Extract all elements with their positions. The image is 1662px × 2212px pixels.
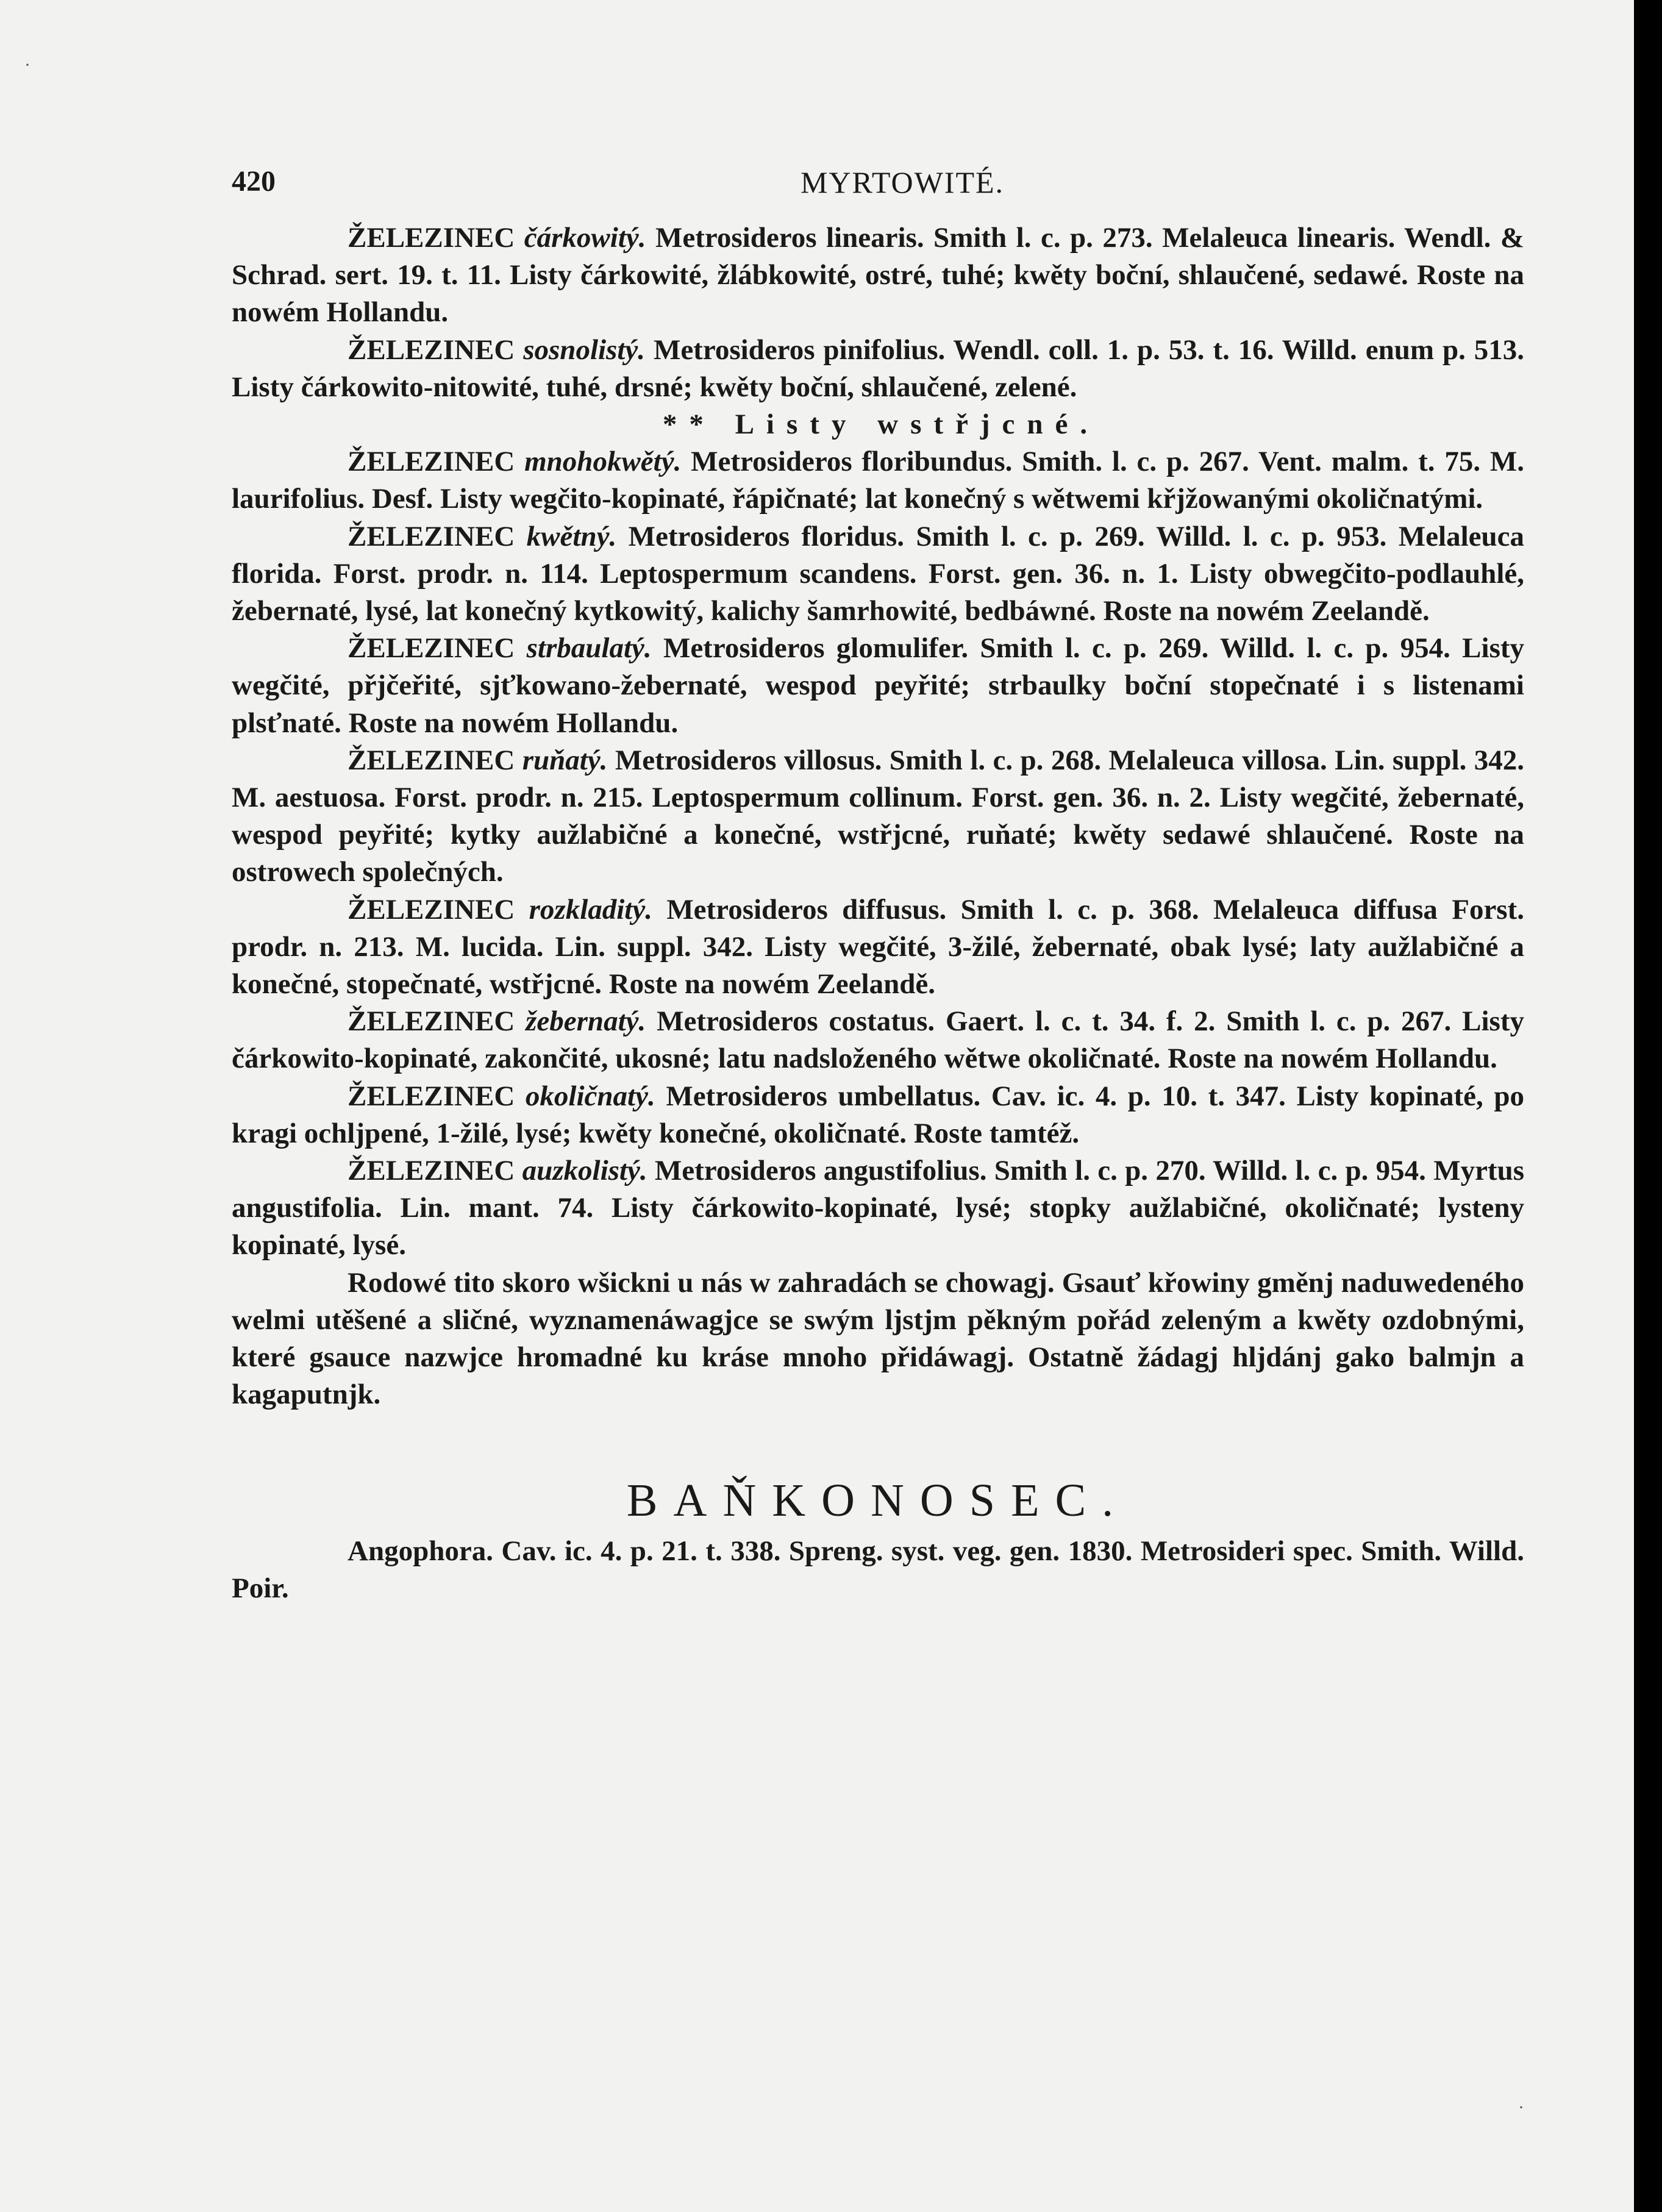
species-epithet: auzkolistý. [522,1155,647,1187]
entries-group-1 [232,219,1524,406]
species-epithet: čárkowitý. [524,222,646,254]
entry-body: Metrosideros angustifolius. Smith l. c. p. 270. Willd. l. c. p. 954. Myrtus angustifolia. Lin. mant. 74. Listy čárkowito-kopinaté, lysé; stopky aužlabičné, okoličnaté; lysteny kopinaté, lysé. [232,1155,1525,1261]
genus-name: ŽELEZINEC [348,446,515,478]
species-entry [232,518,1524,630]
scan-speck: · [1518,2097,1524,2117]
entry-body: Metrosideros costatus. Gaert. l. c. t. 34. f. 2. Smith l. c. p. 267. Listy čárkowito-kopinaté, zakončité, ukosné; latu nadsloženého wětwe okoličnaté. Roste na nowém Hollandu. [232,1005,1524,1075]
genus-heading: BAŇKONOSEC. [626,1474,1130,1526]
genus-name: ŽELEZINEC [348,893,515,926]
genus-name: ŽELEZINEC [348,520,515,552]
genus-name: ŽELEZINEC [348,222,515,254]
running-title: MYRTOWITÉ. [800,165,1005,199]
species-epithet: sosnolistý. [523,334,646,366]
section-heading: ** Listy wstřjcné. [662,409,1100,441]
species-entry [232,219,1524,332]
species-entry [232,332,1524,406]
entry-body: Metrosideros villosus. Smith l. c. p. 268. Melaleuca villosa. Lin. suppl. 342. M. aestuosa. Forst. prodr. n. 215. Leptospermum collinum. Forst. gen. 36. n. 2. Listy wegčité, žebernaté, wespod peyřité; kytky aužlabičné a konečné, wstřjcné, ruňaté; kwěty sedawé shlaučené. Roste na ostrowech společných. [232,744,1525,888]
genus-name: ŽELEZINEC [348,334,515,366]
species-epithet: ruňatý. [522,744,608,776]
genus-name: ŽELEZINEC [348,1155,515,1187]
entries-group-2 [232,443,1524,1264]
genus-name: ŽELEZINEC [348,1005,515,1038]
entry-body: Metrosideros pinifolius. Wendl. coll. 1. p. 53. t. 16. Willd. enum p. 513. Listy čárkowito-nitowité, tuhé, drsné; kwěty boční, shlaučené, zelené. [232,334,1525,403]
species-epithet: mnohokwětý. [524,446,682,478]
species-entry [232,891,1524,1004]
genus-synonymy: Angophora. Cav. ic. 4. p. 21. t. 338. Spreng. syst. veg. gen. 1830. Metrosideri spec. Smith. Willd. Poir. [232,1535,1524,1604]
species-entry [232,1152,1524,1265]
entry-body: Metrosideros umbellatus. Cav. ic. 4. p. 10. t. 347. Listy kopinaté, po kragi ochljpené, 1-žilé, lysé; kwěty konečné, okoličnaté. Roste tamtéž. [232,1080,1524,1149]
species-epithet: okoličnatý. [525,1080,655,1112]
entry-body: Metrosideros glomulifer. Smith l. c. p. 269. Willd. l. c. p. 954. Listy wegčité, přjčeřité, sjťkowano-žebernaté, wespod peyřité; strbaulky boční stopečnaté i s listenami plsťnaté. Roste na nowém Hollandu. [232,632,1525,739]
species-epithet: kwětný. [526,520,617,552]
species-epithet: žebernatý. [526,1005,646,1038]
genus-name: ŽELEZINEC [348,744,515,776]
scan-speck: · [24,55,30,75]
genus-name: ŽELEZINEC [348,1080,515,1112]
species-entry [232,1003,1524,1077]
page-number: 420 [232,165,276,198]
species-entry [232,630,1524,742]
species-entry [232,742,1524,891]
species-epithet: strbaulatý. [526,632,652,665]
entry-body: Metrosideros floribundus. Smith. l. c. p. 267. Vent. malm. t. 75. M. laurifolius. Desf. Listy wegčito-kopinaté, řápičnaté; lat konečný s wětwemi křjžowanými okoličnatými. [232,446,1525,515]
entry-body: Metrosideros linearis. Smith l. c. p. 273. Melaleuca linearis. Wendl. & Schrad. sert. 19. t. 11. Listy čárkowité, žlábkowité, ostré, tuhé; kwěty boční, shlaučené, sedawé. Roste na nowém Hollandu. [232,222,1525,329]
species-epithet: rozkladitý. [529,893,652,926]
genus-name: ŽELEZINEC [348,632,515,665]
running-header [232,165,1524,213]
entry-body: Metrosideros floridus. Smith l. c. p. 269. Willd. l. c. p. 953. Melaleuca florida. Forst. prodr. n. 114. Leptospermum scandens. Forst. gen. 36. n. 1. Listy obwegčito-podlauhlé, žebernaté, lysé, lat konečný kytkowitý, kalichy šamrhowité, bedbáwné. Roste na nowém Zeelandě. [232,520,1525,627]
species-entry [232,443,1524,518]
species-entry [232,1078,1524,1152]
page-text [232,219,1524,1607]
closing-paragraph: Rodowé tito skoro wšickni u nás w zahradách se chowagj. Gsauť křowiny gměnj naduwedeného welmi utěšené a sličné, wyznamenáwagjce se swým ljstjm pěkným pořád zeleným a kwěty ozdobnými, které gsauce nazwjce hromadné ku kráse mnoho přidáwagj. Ostatně žádagj hljdánj gako balmjn a kagaputnjk. [232,1266,1524,1411]
entry-body: Metrosideros diffusus. Smith l. c. p. 368. Melaleuca diffusa Forst. prodr. n. 213. M. lucida. Lin. suppl. 342. Listy wegčité, 3-žilé, žebernaté, obak lysé; laty aužlabičné a konečné, stopečnaté, wstřjcné. Roste na nowém Zeelandě. [232,893,1524,1001]
